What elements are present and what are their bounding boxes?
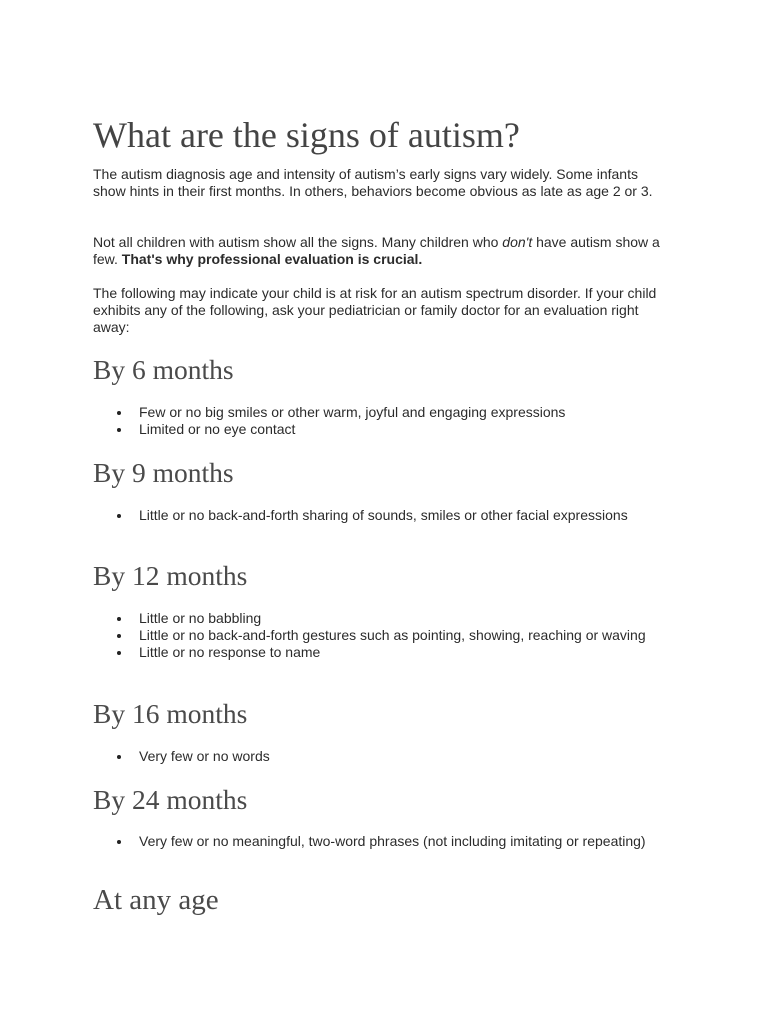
section-heading-9-months: By 9 months: [93, 457, 234, 488]
list-item: Little or no back-and-forth gestures such as pointing, showing, reaching or waving: [93, 627, 654, 644]
signs-list-9-months: [93, 507, 673, 524]
list-item: Very few or no meaningful, two-word phrases (not including imitating or repeating): [93, 833, 654, 850]
list-item: Little or no babbling: [93, 610, 654, 627]
list-item: Few or no big smiles or other warm, joyful and engaging expressions: [93, 404, 654, 421]
list-item: Very few or no words: [93, 748, 654, 765]
signs-list-24-months: [93, 833, 673, 850]
signs-list-12-months: [93, 610, 673, 661]
section-heading-6-months: By 6 months: [93, 354, 234, 385]
list-item: Little or no response to name: [93, 644, 654, 661]
intro-paragraph-2: [93, 234, 673, 268]
section-heading-12-months: By 12 months: [93, 560, 248, 591]
emphasis-dont: don't: [502, 234, 533, 250]
intro-paragraph-2-text: Not all children with autism show all the signs. Many children who: [93, 234, 503, 250]
list-item: Limited or no eye contact: [93, 421, 654, 438]
intro-paragraph-2-text-cont: have autism show a few.: [93, 234, 660, 267]
signs-list-6-months: [93, 404, 673, 438]
section-heading-16-months: By 16 months: [93, 698, 248, 729]
page-title: What are the signs of autism?: [93, 115, 520, 155]
section-heading-any-age: At any age: [93, 884, 219, 916]
evaluation-callout: That's why professional evaluation is crucial.: [121, 251, 423, 267]
signs-list-16-months: [93, 748, 673, 765]
section-heading-24-months: By 24 months: [93, 784, 248, 815]
intro-paragraph-3: The following may indicate your child is at risk for an autism spectrum disorder. If your child exhibits any of the following, ask your pediatrician or family doctor for an evaluation right away:: [93, 285, 657, 335]
list-item: Little or no back-and-forth sharing of sounds, smiles or other facial expressions: [93, 507, 654, 524]
intro-paragraph-1: The autism diagnosis age and intensity of autism’s early signs vary widely. Some infants show hints in their first months. In others, behaviors become obvious as late as age 2 or 3.: [93, 166, 653, 199]
